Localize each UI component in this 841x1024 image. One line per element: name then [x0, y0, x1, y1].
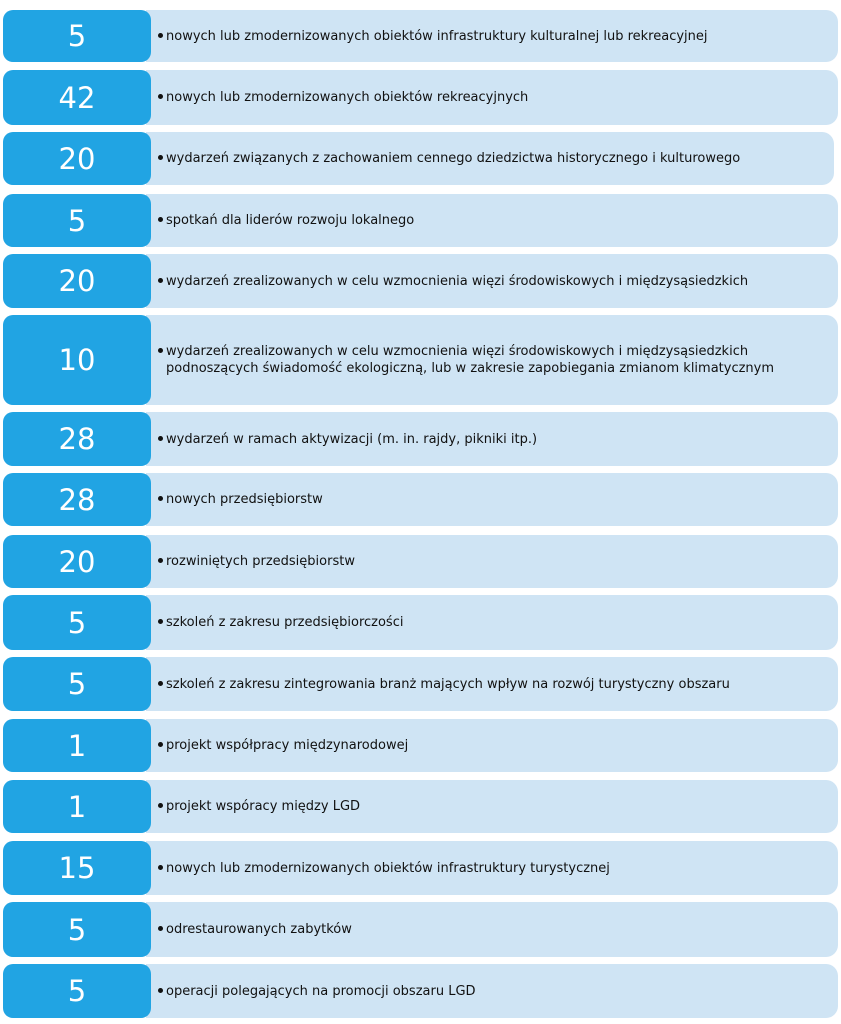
bullet-icon — [158, 926, 163, 931]
item-text: wydarzeń związanych z zachowaniem cennego dziedzictwa historycznego i kulturowego — [166, 151, 741, 166]
item-text: spotkań dla liderów rozwoju lokalnego — [166, 213, 415, 228]
item-description — [146, 315, 838, 405]
item-text: projekt współpracy międzynarodowej — [166, 738, 409, 753]
list-item — [0, 964, 841, 1018]
item-description — [146, 841, 838, 895]
item-value: 5 — [3, 902, 151, 957]
list-item — [0, 70, 841, 125]
item-description — [146, 657, 838, 711]
list-item — [0, 719, 841, 772]
item-value: 20 — [3, 535, 151, 588]
item-value: 20 — [3, 132, 151, 185]
item-value: 1 — [3, 780, 151, 833]
item-value: 1 — [3, 719, 151, 772]
item-text: szkoleń z zakresu zintegrowania branż mających wpływ na rozwój turystyczny obszaru — [166, 676, 730, 692]
item-value: 5 — [3, 964, 151, 1018]
item-text-continued: podnoszących świadomość ekologiczną, lub w zakresie zapobiegania zmianom klimatycznym — [166, 361, 775, 376]
item-text: wydarzeń w ramach aktywizacji (m. in. rajdy, pikniki itp.) — [166, 431, 538, 447]
item-description — [146, 535, 838, 588]
item-text: wydarzeń zrealizowanych w celu wzmocnienia więzi środowiskowych i międzysąsiedzkich — [166, 344, 749, 359]
item-description — [146, 70, 838, 125]
item-description — [146, 132, 834, 185]
list-item — [0, 10, 841, 62]
bullet-icon — [158, 496, 163, 501]
bullet-icon — [158, 742, 163, 747]
item-value: 28 — [3, 412, 151, 466]
item-description — [146, 780, 838, 833]
item-text: nowych przedsiębiorstw — [166, 492, 323, 507]
item-text: projekt wspóracy między LGD — [166, 799, 361, 814]
bullet-icon — [158, 217, 163, 222]
item-value: 5 — [3, 194, 151, 247]
item-description — [146, 719, 838, 772]
list-item — [0, 595, 841, 650]
item-value: 20 — [3, 254, 151, 308]
item-text: nowych lub zmodernizowanych obiektów infrastruktury kulturalnej lub rekreacyjnej — [166, 28, 708, 44]
item-value: 5 — [3, 595, 151, 650]
bullet-icon — [158, 436, 163, 441]
list-item — [0, 412, 841, 466]
bullet-icon — [158, 33, 163, 38]
list-item — [0, 315, 841, 405]
item-text: operacji polegających na promocji obszaru LGD — [166, 983, 476, 999]
bullet-icon — [158, 278, 163, 283]
list-item — [0, 194, 841, 247]
list-item — [0, 254, 841, 308]
list-item — [0, 535, 841, 588]
item-description — [146, 595, 838, 650]
bullet-icon — [158, 558, 163, 563]
bullet-icon — [158, 94, 163, 99]
item-description — [146, 964, 838, 1018]
item-value: 10 — [3, 315, 151, 405]
item-value: 28 — [3, 473, 151, 526]
bullet-icon — [158, 619, 163, 624]
item-text: nowych lub zmodernizowanych obiektów rekreacyjnych — [166, 90, 529, 105]
list-item — [0, 780, 841, 833]
item-description — [146, 412, 838, 466]
item-text: wydarzeń zrealizowanych w celu wzmocnienia więzi środowiskowych i międzysąsiedzkich — [166, 273, 749, 289]
item-text: rozwiniętych przedsiębiorstw — [166, 554, 355, 569]
bullet-icon — [158, 348, 163, 353]
bullet-icon — [158, 865, 163, 870]
bullet-icon — [158, 803, 163, 808]
list-item — [0, 902, 841, 957]
item-description — [146, 10, 838, 62]
item-description — [146, 254, 838, 308]
item-description — [146, 902, 838, 957]
bullet-icon — [158, 988, 163, 993]
item-value: 5 — [3, 10, 151, 62]
bullet-icon — [158, 155, 163, 160]
item-description — [146, 194, 838, 247]
list-item — [0, 473, 841, 526]
bullet-icon — [158, 681, 163, 686]
item-value: 5 — [3, 657, 151, 711]
list-item — [0, 841, 841, 895]
list-item — [0, 132, 841, 185]
item-text: nowych lub zmodernizowanych obiektów infrastruktury turystycznej — [166, 860, 610, 876]
list-item — [0, 657, 841, 711]
item-text: odrestaurowanych zabytków — [166, 922, 352, 937]
item-text: szkoleń z zakresu przedsiębiorczości — [166, 615, 404, 630]
item-description — [146, 473, 838, 526]
item-value: 42 — [3, 70, 151, 125]
item-value: 15 — [3, 841, 151, 895]
